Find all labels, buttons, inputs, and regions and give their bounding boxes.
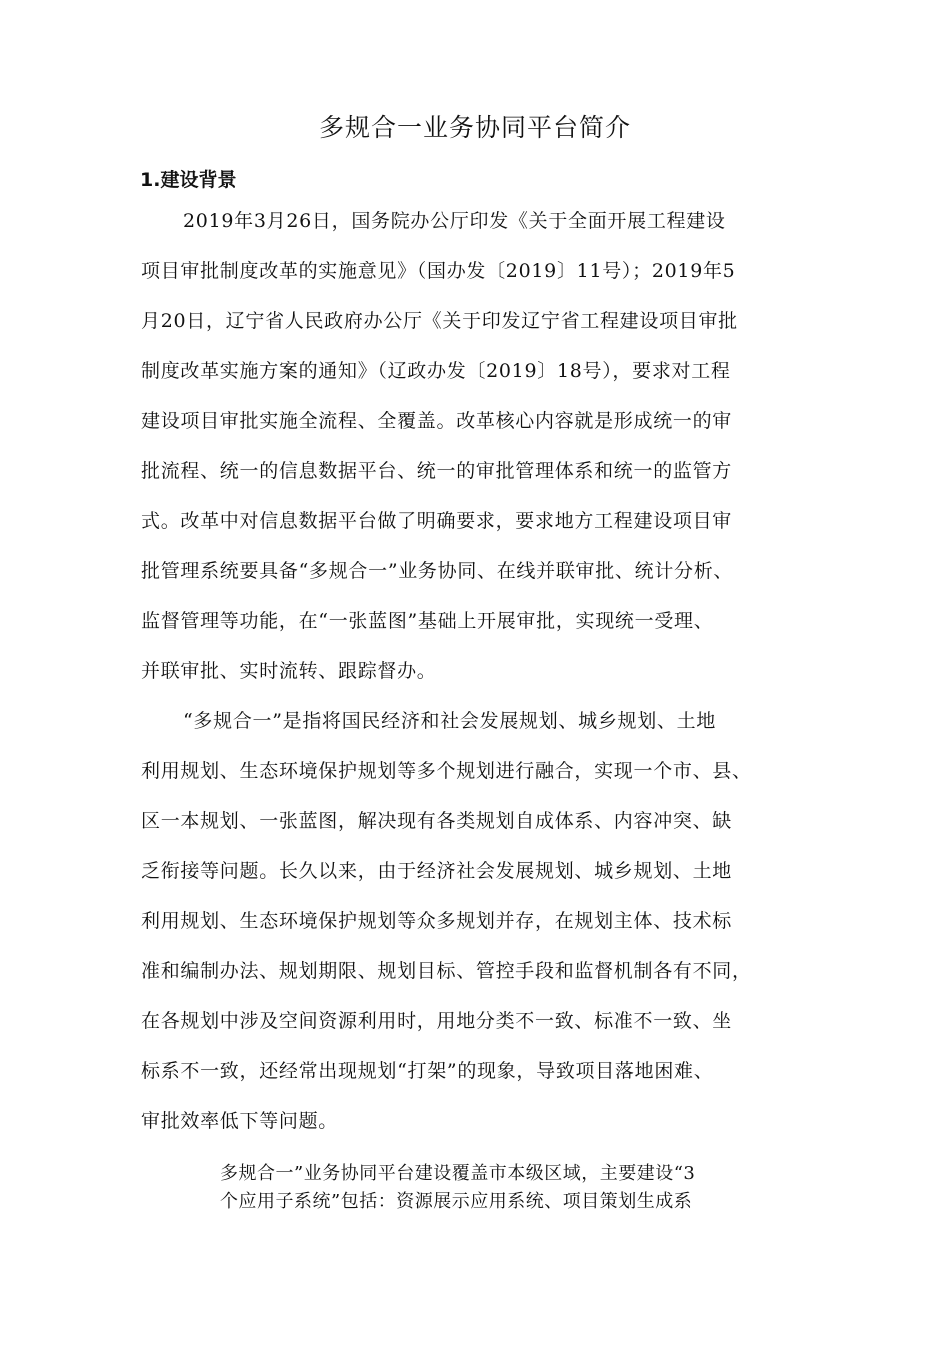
section-heading: 1.建设背景 xyxy=(140,169,237,191)
paragraph-line: 区一本规划、一张蓝图，解决现有各类规划自成体系、内容冲突、缺 xyxy=(141,810,733,832)
paragraph-line: 并联审批、实时流转、跟踪督办。 xyxy=(141,660,437,682)
paragraph-line: 准和编制办法、规划期限、规划目标、管控手段和监督机制各有不同， xyxy=(141,960,752,982)
paragraph-line: 监督管理等功能，在“一张蓝图”基础上开展审批，实现统一受理、 xyxy=(141,610,714,632)
paragraph-line: 多规合一”业务协同平台建设覆盖市本级区域，主要建设“3 xyxy=(220,1163,696,1184)
paragraph-line: “多规合一”是指将国民经济和社会发展规划、城乡规划、土地 xyxy=(183,710,717,732)
paragraph-line: 在各规划中涉及空间资源利用时，用地分类不一致、标准不一致、坐 xyxy=(141,1010,733,1032)
paragraph-line: 标系不一致，还经常出现规划“打架”的现象，导致项目落地困难、 xyxy=(141,1060,714,1082)
document-title: 多规合一业务协同平台简介 xyxy=(318,113,631,142)
paragraph-line: 批管理系统要具备“多规合一”业务协同、在线并联审批、统计分析、 xyxy=(141,560,734,582)
paragraph-line: 个应用子系统”包括：资源展示应用系统、项目策划生成系 xyxy=(220,1191,693,1212)
paragraph-line: 制度改革实施方案的通知》（辽政办发〔2019〕18号），要求对工程 xyxy=(141,360,731,382)
paragraph-line: 审批效率低下等问题。 xyxy=(141,1110,339,1132)
paragraph-line: 利用规划、生态环境保护规划等众多规划并存，在规划主体、技术标 xyxy=(141,910,733,932)
paragraph-line: 利用规划、生态环境保护规划等多个规划进行融合，实现一个市、县、 xyxy=(141,760,752,782)
paragraph-line: 式。改革中对信息数据平台做了明确要求，要求地方工程建设项目审 xyxy=(141,510,733,532)
paragraph-line: 批流程、统一的信息数据平台、统一的审批管理体系和统一的监管方 xyxy=(141,460,733,482)
paragraph-line: 项目审批制度改革的实施意见》（国办发〔2019〕11号）；2019年5 xyxy=(141,260,736,282)
paragraph-line: 2019年3月26日，国务院办公厅印发《关于全面开展工程建设 xyxy=(183,210,726,232)
paragraph-line: 乏衔接等问题。长久以来，由于经济社会发展规划、城乡规划、土地 xyxy=(141,860,733,882)
paragraph-line: 建设项目审批实施全流程、全覆盖。改革核心内容就是形成统一的审 xyxy=(141,410,733,432)
paragraph-line: 月20日，辽宁省人民政府办公厅《关于印发辽宁省工程建设项目审批 xyxy=(141,310,738,332)
